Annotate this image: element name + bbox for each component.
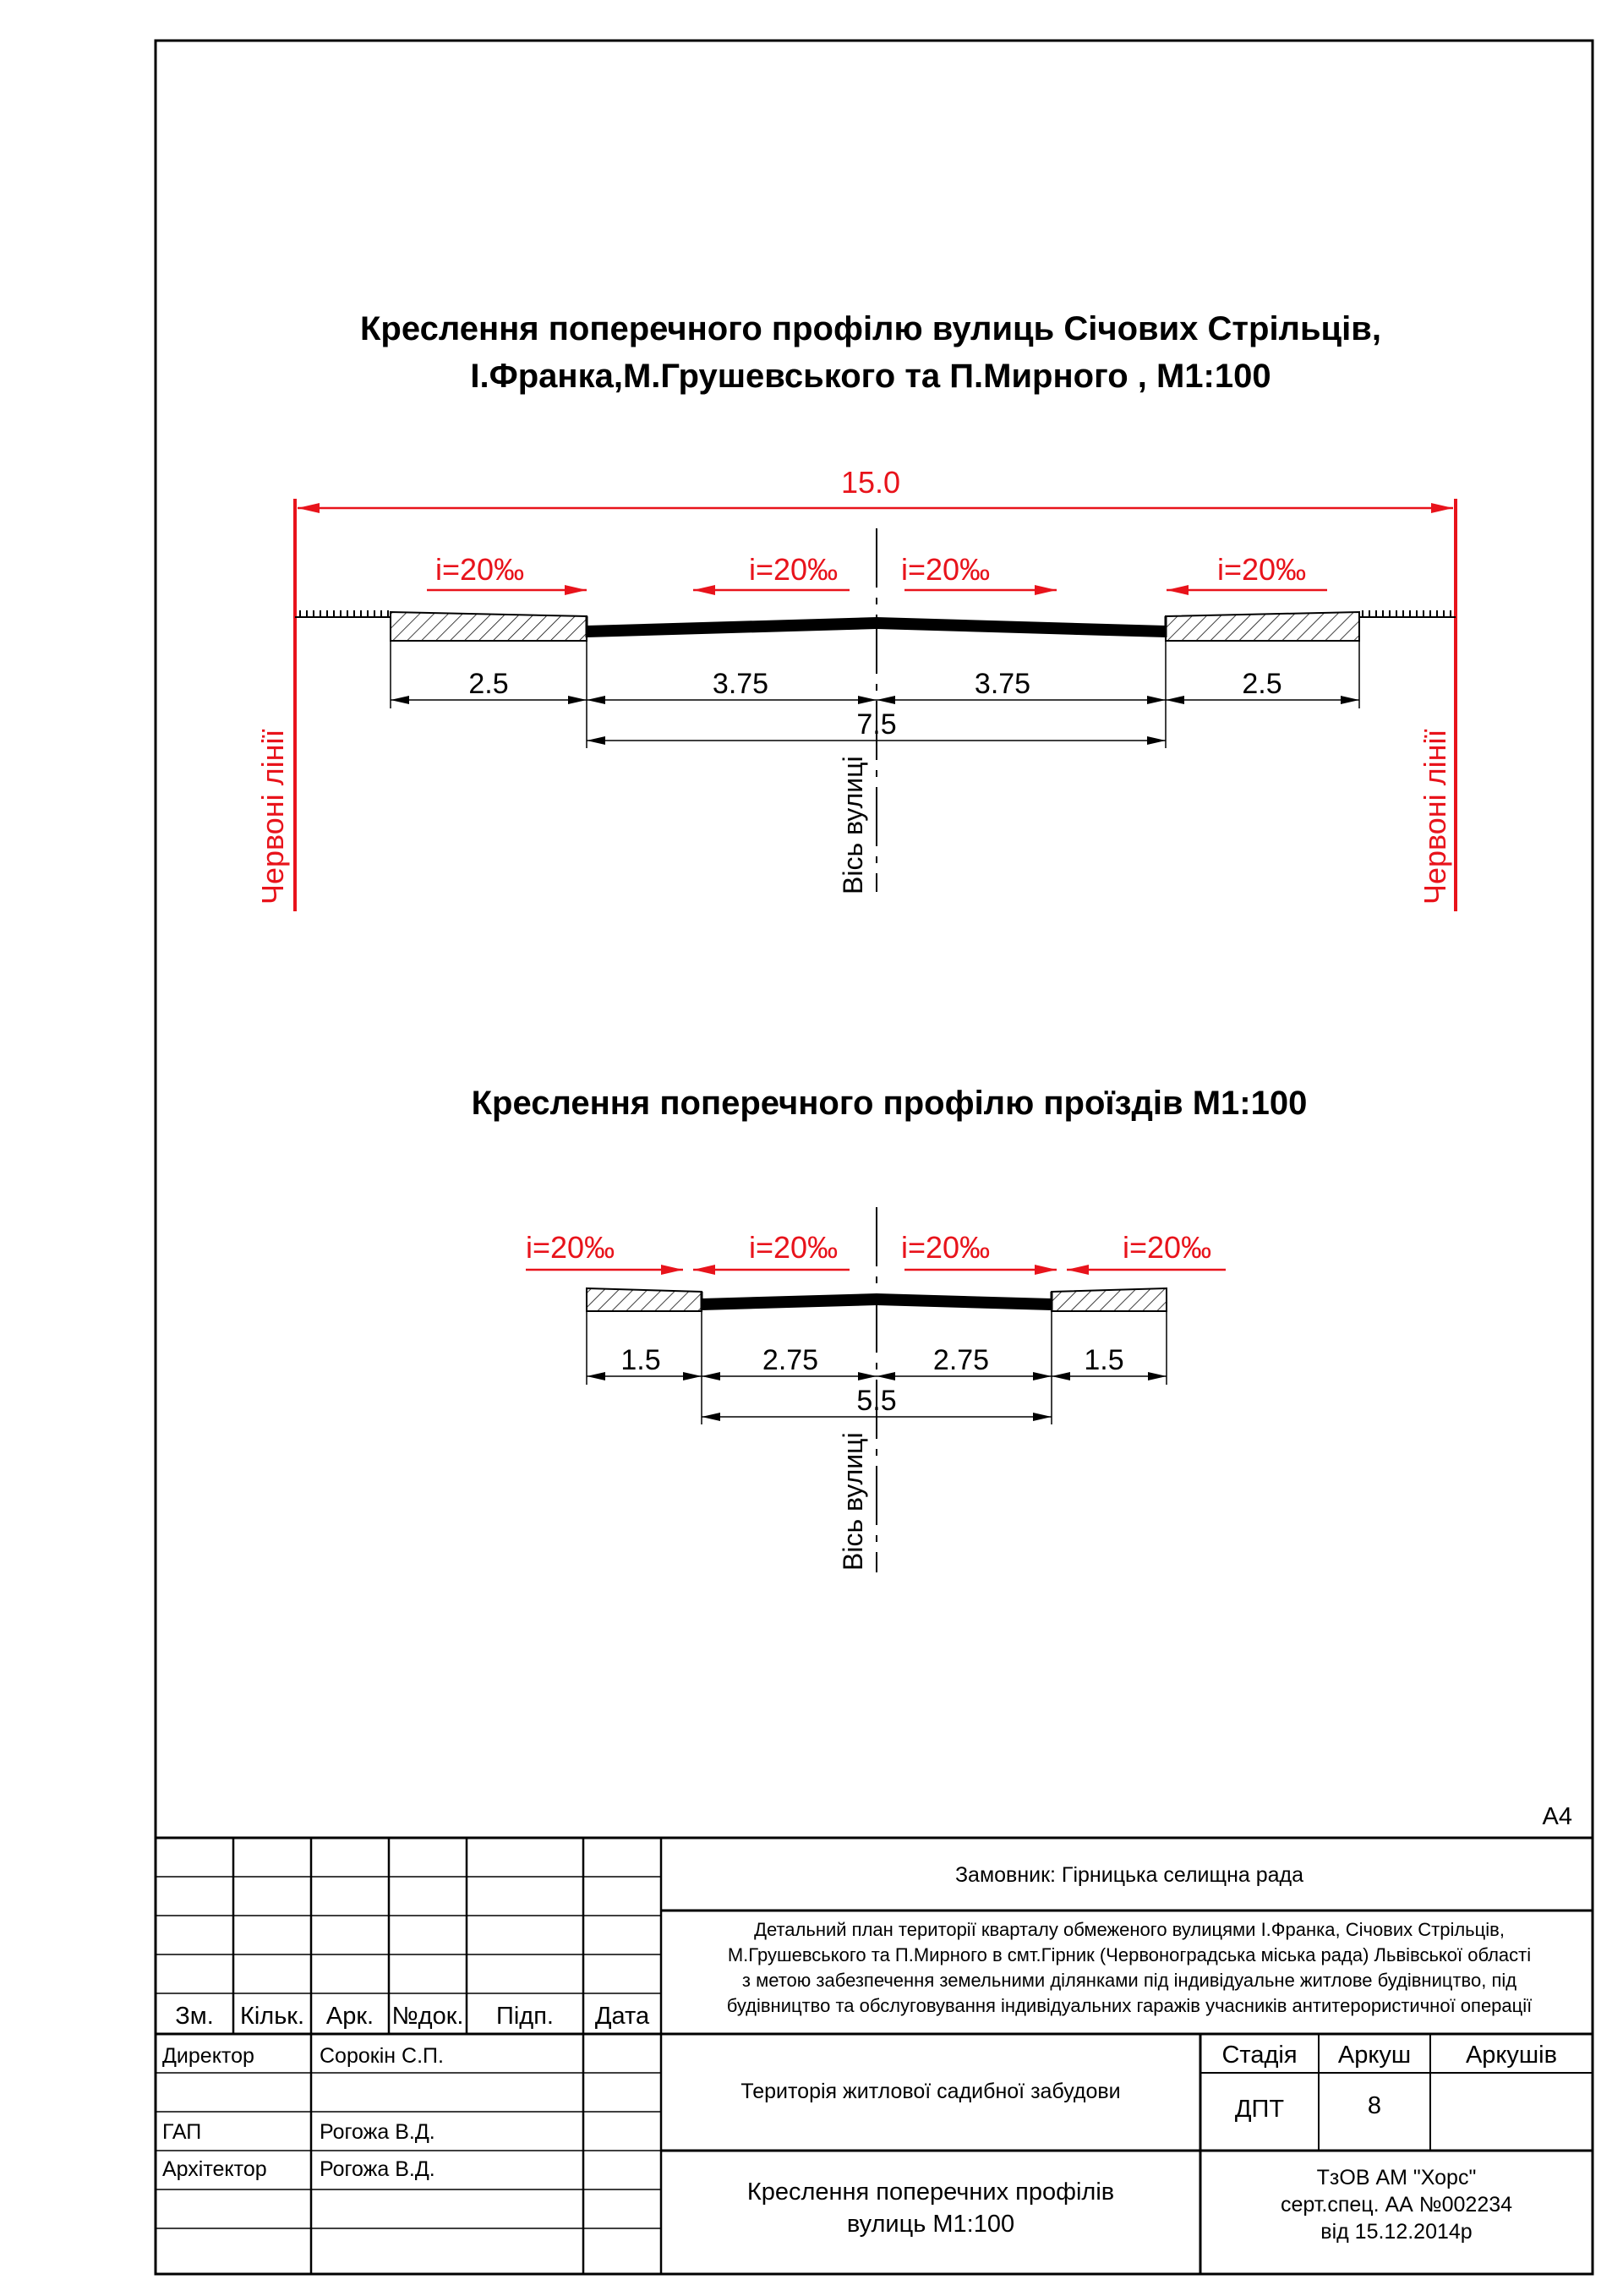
red-lines-label-right: Червоні лінії: [1418, 729, 1452, 905]
header-kilk: Кільк.: [239, 2003, 305, 2030]
ground-right: [1359, 610, 1456, 617]
role-architect: Архітектор: [162, 2157, 267, 2181]
name-gap: Рогожа В.Д.: [320, 2120, 435, 2144]
drawing-title-line-1: Креслення поперечних профілів: [746, 2178, 1115, 2206]
sheets-header: Аркушів: [1465, 2042, 1558, 2069]
red-lines-label-left: Червоні лінії: [255, 729, 290, 905]
profile2-title: Креслення поперечного профілю проїздів М1:100: [471, 1085, 1308, 1122]
sheet-header: Аркуш: [1337, 2042, 1412, 2069]
dim2-label-sidewalk-right: 1.5: [1084, 1344, 1124, 1376]
role-gap: ГАП: [162, 2120, 202, 2144]
header-ndok: №док.: [391, 2003, 464, 2030]
company-line-1: ТзОВ АМ "Хорс": [1316, 2166, 1477, 2189]
project-line-1: Детальний план території кварталу обмеженого вулицями І.Франка, Січових Стрільців,: [754, 1919, 1505, 1940]
project-line-2: М.Грушевського та П.Мирного в смт.Гірник (Червоноградська міська рада) Львівської області: [727, 1944, 1532, 1965]
sidewalk2-right: [1052, 1288, 1167, 1311]
header-ark: Арк.: [325, 2003, 374, 2030]
sheet-value: 8: [1367, 2092, 1382, 2119]
dim-label-sidewalk-left: 2.5: [468, 668, 509, 700]
profile1-title-line1: Креслення поперечного профілю вулиць Січових Стрільців,: [360, 310, 1381, 347]
sidewalk-right: [1166, 612, 1359, 641]
slope-label-2: i=20‰: [749, 552, 839, 587]
slope2-label-4: i=20‰: [1123, 1230, 1212, 1265]
territory: Територія житлової садибної забудови: [740, 2080, 1121, 2103]
company-line-3: від 15.12.2014р: [1320, 2220, 1473, 2244]
header-pidp: Підп.: [496, 2003, 554, 2030]
sidewalk-left: [391, 612, 587, 641]
role-director: Директор: [162, 2044, 254, 2068]
ground-left: [295, 610, 391, 617]
header-data: Дата: [594, 2003, 650, 2030]
dim2-label-lane-left: 2.75: [762, 1344, 819, 1376]
slope-label-1: i=20‰: [435, 552, 525, 587]
dim-label-roadway: 7.5: [856, 708, 897, 741]
profile-2: [472, 1085, 1308, 1572]
dim-label-sidewalk-right: 2.5: [1242, 668, 1282, 700]
axis-label-2: Вісь вулиці: [838, 1432, 868, 1571]
dim2-label-sidewalk-left: 1.5: [620, 1344, 661, 1376]
stage-header: Стадія: [1221, 2042, 1298, 2069]
total-width-label: 15.0: [840, 465, 901, 500]
name-director: Сорокін С.П.: [320, 2044, 444, 2068]
sidewalk2-left: [587, 1288, 702, 1311]
stage-value: ДПТ: [1234, 2096, 1285, 2123]
slope2-label-1: i=20‰: [526, 1230, 615, 1265]
axis-label-1: Вісь вулиці: [838, 756, 868, 894]
slope-label-3: i=20‰: [901, 552, 991, 587]
project-line-4: будівництво та обслуговування індивідуальних гаражів учасників антитерористичної операції: [726, 1995, 1533, 2016]
dim2-label-roadway: 5.5: [856, 1385, 897, 1417]
sheet-format: А4: [1542, 1803, 1572, 1830]
drawing-title-line-2: вулиць М1:100: [846, 2211, 1015, 2238]
slope-label-4: i=20‰: [1217, 552, 1307, 587]
dim-label-lane-right: 3.75: [974, 668, 1031, 700]
header-zm: Зм.: [175, 2003, 214, 2030]
profile-1: [255, 310, 1456, 911]
project-line-3: з метою забезпечення земельними ділянками під індивідуальне житлове будівництво, під: [741, 1970, 1517, 1991]
slope2-label-3: i=20‰: [901, 1230, 991, 1265]
dim-label-lane-left: 3.75: [712, 668, 769, 700]
slope2-label-2: i=20‰: [749, 1230, 839, 1265]
name-architect: Рогожа В.Д.: [320, 2157, 435, 2181]
dim2-label-lane-right: 2.75: [932, 1344, 990, 1376]
company-line-2: серт.спец. АА №002234: [1280, 2193, 1513, 2217]
title-block: [156, 1838, 1593, 2274]
customer: Замовник: Гірницька селищна рада: [954, 1863, 1304, 1887]
profile1-title-line2: І.Франка,М.Грушевського та П.Мирного , М1:100: [470, 358, 1271, 395]
